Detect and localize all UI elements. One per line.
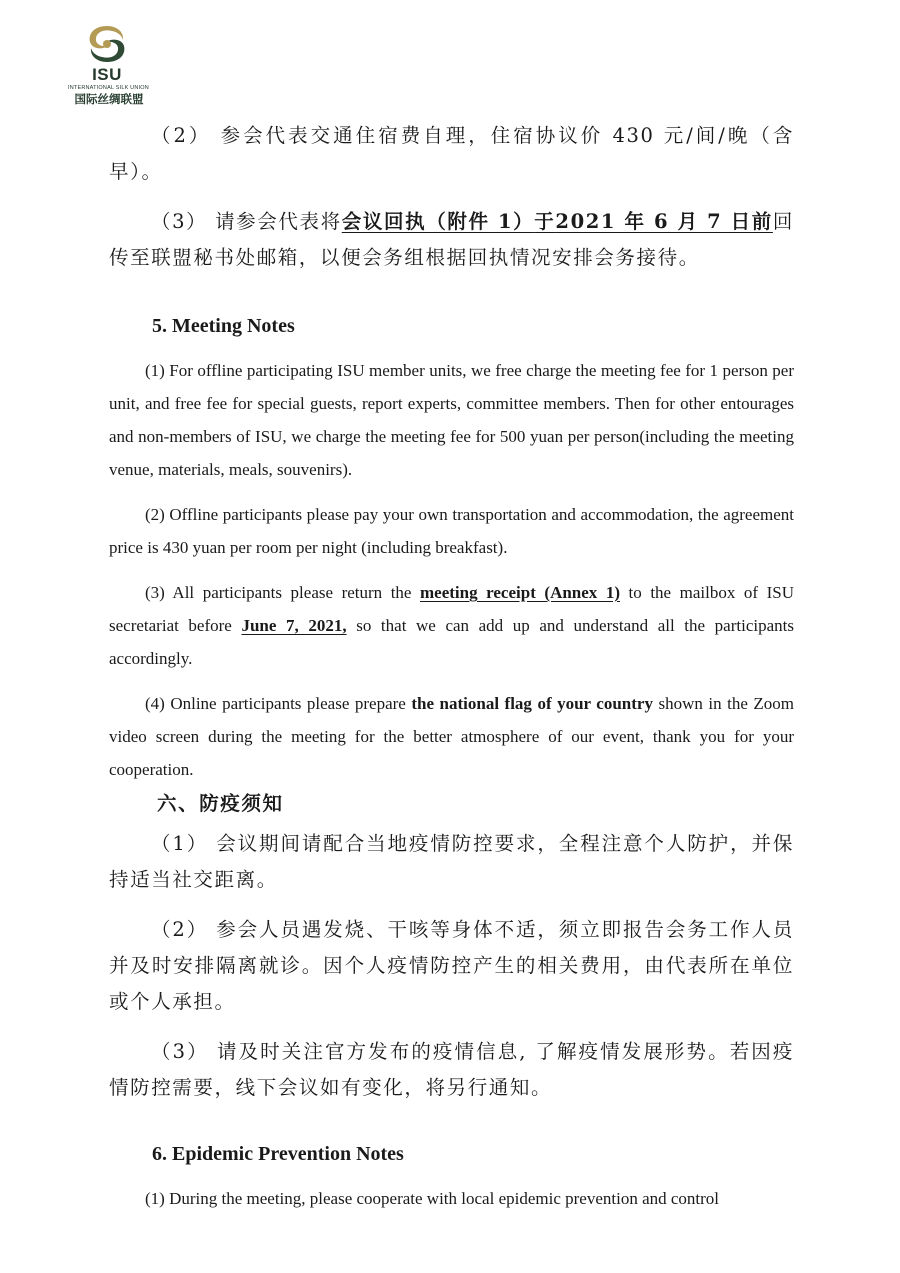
cn-section6-item2: （2） 参会人员遇发烧、干咳等身体不适，须立即报告会务工作人员并及时安排隔离就诊。因个人疫情防控产生的相关费用，由代表所在单位或个人承担。 bbox=[109, 918, 794, 1013]
cn-item3-receipt-emphasis: 会议回执（附件 1） bbox=[341, 210, 535, 233]
en-section5-item2: (2) Offline participants please pay your own transportation and accommodation, the agreement price is 430 yuan per room per night (including breakfast). bbox=[109, 505, 794, 557]
cn-item3-text-pre: （3） 请参会代表将 bbox=[151, 210, 342, 233]
en-section6-item1: (1) During the meeting, please cooperate with local epidemic prevention and control bbox=[145, 1189, 720, 1208]
silk-swirl-icon bbox=[68, 22, 146, 66]
en-item3-text-pre: (3) All participants please return the bbox=[145, 583, 421, 602]
en-item3-text-mid: to the mailbox of ISU secretariat before bbox=[109, 583, 794, 635]
en-item4-text-pre: (4) Online participants please prepare bbox=[145, 694, 412, 713]
logo-chinese-name: 国际丝绸联盟 bbox=[74, 92, 144, 106]
en-item4-text-post: shown in the Zoom video screen during the meeting for the better atmosphere of our event, thank you for your cooperation. bbox=[109, 694, 794, 779]
en-item4-flag-emphasis: the national flag of your country bbox=[411, 694, 653, 713]
en-item3-receipt-emphasis: meeting receipt (Annex 1) bbox=[420, 583, 621, 602]
section6-heading: 6. Epidemic Prevention Notes bbox=[152, 1143, 404, 1165]
document-body bbox=[109, 118, 794, 1227]
en-item3-text-post: so that we can add up and understand all the participants accordingly. bbox=[109, 616, 794, 668]
en-section5-item4 bbox=[109, 687, 794, 786]
cn-section4-item2: （2） 参会代表交通住宿费自理，住宿协议价 430 元/间/晚（含早）。 bbox=[109, 124, 794, 183]
isu-logo bbox=[68, 22, 150, 108]
en-item3-deadline-emphasis: June 7, 2021, bbox=[241, 616, 347, 635]
logo-english-name: INTERNATIONAL SILK UNION bbox=[68, 85, 149, 91]
section5-heading: 5. Meeting Notes bbox=[152, 315, 295, 337]
cn-item3-mid: 于 bbox=[534, 210, 556, 233]
logo-acronym: ISU bbox=[92, 65, 122, 84]
cn-item3-deadline-emphasis: 2021 年 6 月 7 日前 bbox=[555, 210, 773, 233]
cn-section6-item3: （3） 请及时关注官方发布的疫情信息, 了解疫情发展形势。若因疫情防控需要，线下会议如有变化，将另行通知。 bbox=[109, 1040, 794, 1099]
cn-section6-heading: 六、防疫须知 bbox=[157, 792, 284, 815]
en-section5-item1: (1) For offline participating ISU member units, we free charge the meeting fee for 1 person per unit, and free fee for special guests, report experts, committee members. Then for other entourages and non-members of ISU, we charge the meeting fee for 500 yuan per person(including the meeting venue, materials, meals, souvenirs). bbox=[109, 361, 794, 479]
en-section5-item3 bbox=[109, 576, 794, 675]
cn-item3-text-post: 回传至联盟秘书处邮箱，以便会务组根据回执情况安排会务接待。 bbox=[109, 210, 795, 269]
cn-section6-item1: （1） 会议期间请配合当地疫情防控要求，全程注意个人防护，并保持适当社交距离。 bbox=[109, 832, 794, 891]
cn-section4-item3 bbox=[109, 204, 794, 276]
